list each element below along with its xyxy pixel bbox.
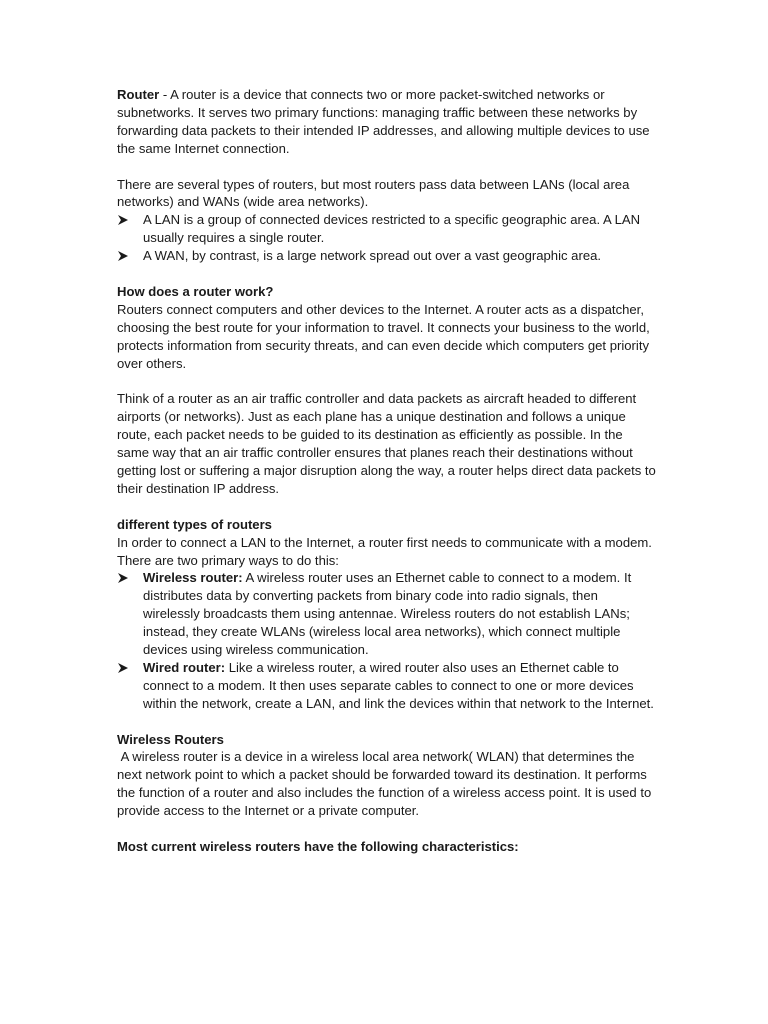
- arrowhead-bullet-icon: [117, 214, 129, 226]
- router-types-heading: different types of routers: [117, 516, 272, 532]
- arrowhead-bullet-icon: [117, 572, 129, 584]
- router-types-list: [117, 569, 657, 712]
- wired-router-term: Wired router:: [143, 659, 226, 675]
- intro-text: - A router is a device that connects two or more packet-switched networks or subnetworks. It serves two primary functions: managing traffic between these networks by forwarding data packets to their intended IP addresses, and allowing multiple devices to use the same Internet connection.: [117, 87, 650, 156]
- wireless-routers-paragraph: A wireless router is a device in a wireless local area network( WLAN) that determines the next network point to which a packet should be forwarded toward its destination. It performs the function of a router and also includes the function of a wireless access point. It is used to provide access to the Internet or a private computer.: [117, 749, 655, 819]
- list-item: [117, 659, 657, 713]
- document-page: [117, 86, 657, 856]
- types-intro-paragraph: There are several types of routers, but most routers pass data between LANs (local area networks) and WANs (wide area networks).: [117, 176, 630, 210]
- how-it-works-heading: How does a router work?: [117, 283, 274, 299]
- wireless-router-term: Wireless router:: [143, 570, 243, 586]
- how-it-works-paragraph: Routers connect computers and other devices to the Internet. A router acts as a dispatcher, choosing the best route for your information to travel. It connects your business to the world, protects information from security threats, and can even decide which computers get priority over others.: [117, 301, 650, 371]
- list-item: [117, 569, 657, 659]
- list-item-text: A LAN is a group of connected devices restricted to a specific geographic area. A LAN usually requires a single router.: [143, 212, 641, 246]
- router-term: Router: [117, 87, 160, 102]
- characteristics-heading: Most current wireless routers have the following characteristics:: [117, 838, 519, 854]
- network-types-list: [117, 211, 657, 265]
- router-types-intro: In order to connect a LAN to the Internet, a router first needs to communicate with a modem. There are two primary ways to do this:: [117, 534, 652, 568]
- intro-paragraph: [117, 86, 657, 158]
- arrowhead-bullet-icon: [117, 250, 129, 262]
- list-item-text: Like a wireless router, a wired router also uses an Ethernet cable to connect to a modem. It then uses separate cables to connect to one or more devices within the network, create a LAN, and link the devices within that network to the Internet.: [143, 659, 654, 711]
- wireless-routers-heading: Wireless Routers: [117, 731, 224, 747]
- list-item-text: A WAN, by contrast, is a large network spread out over a vast geographic area.: [143, 248, 602, 264]
- list-item: [117, 211, 657, 247]
- list-item: [117, 247, 657, 265]
- list-item-text: A wireless router uses an Ethernet cable to connect to a modem. It distributes data by converting packets from binary code into radio signals, then wirelessly broadcasts them using antennae. Wireless routers do not establish LANs; instead, they create WLANs (wireless local area networks), which connect multiple devices using wireless communication.: [143, 570, 632, 658]
- air-traffic-paragraph: Think of a router as an air traffic controller and data packets as aircraft headed to different airports (or networks). Just as each plane has a unique destination and follows a unique route, each packet needs to be guided to its destination as efficiently as possible. In the same way that an air traffic controller ensures that planes reach their destinations without getting lost or suffering a major disruption along the way, a router helps direct data packets to their destination IP address.: [117, 391, 656, 496]
- arrowhead-bullet-icon: [117, 662, 129, 674]
